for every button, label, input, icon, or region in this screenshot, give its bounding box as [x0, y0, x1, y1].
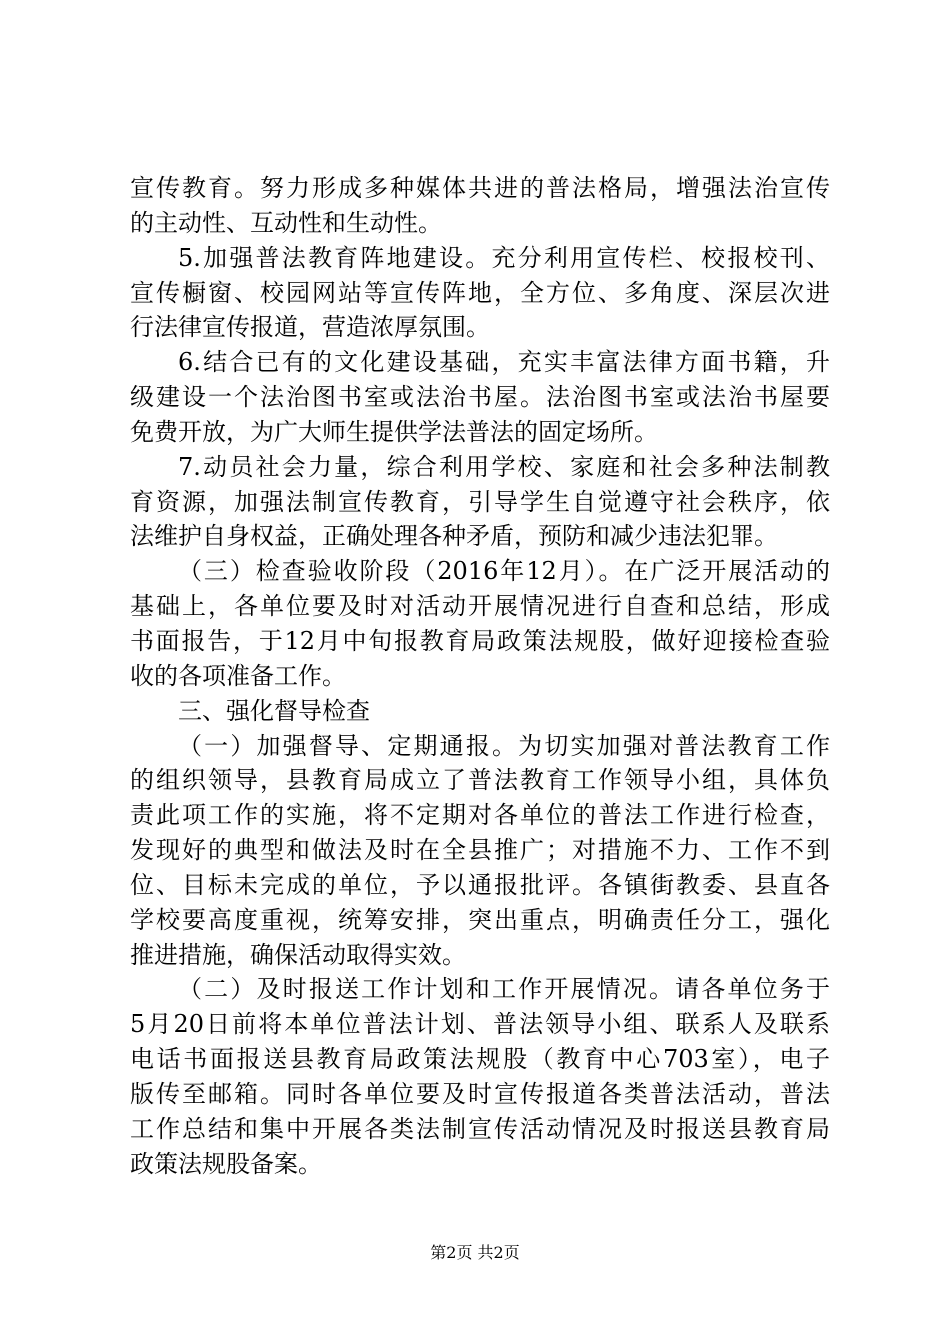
text-line: （二）及时报送工作计划和工作开展情况。请各单位务于 — [178, 975, 830, 1004]
text-line: 的主动性、互动性和生动性。 — [130, 208, 442, 237]
text-line: 行法律宣传报道，营造浓厚氛围。 — [130, 313, 490, 342]
text-line: 收的各项准备工作。 — [130, 661, 346, 690]
document-body — [130, 171, 830, 1181]
text-line: 育资源，加强法制宣传教育，引导学生自觉遵守社会秩序，依 — [130, 487, 830, 516]
text-line: 免费开放，为广大师生提供学法普法的固定场所。 — [130, 417, 658, 446]
text-line: 基础上，各单位要及时对活动开展情况进行自查和总结，形成 — [130, 592, 830, 621]
text-line: 宣传橱窗、校园网站等宣传阵地，全方位、多角度、深层次进 — [130, 278, 830, 307]
text-line: 推进措施，确保活动取得实效。 — [130, 940, 466, 969]
text-line: 责此项工作的实施，将不定期对各单位的普法工作进行检查， — [130, 801, 830, 830]
text-line: 的组织领导，县教育局成立了普法教育工作领导小组，具体负 — [130, 766, 830, 795]
page-footer: 第2页 共2页 — [430, 1243, 520, 1262]
text-line: （三）检查验收阶段（2016年12月）。在广泛开展活动的 — [178, 557, 830, 586]
text-line: 7.动员社会力量，综合利用学校、家庭和社会多种法制教 — [178, 452, 830, 481]
text-line: 电话书面报送县教育局政策法规股（教育中心703室），电子 — [130, 1045, 830, 1074]
text-line: 5月20日前将本单位普法计划、普法领导小组、联系人及联系 — [130, 1010, 830, 1039]
text-line: 工作总结和集中开展各类法制宣传活动情况及时报送县教育局 — [130, 1114, 830, 1143]
text-line: 宣传教育。努力形成多种媒体共进的普法格局，增强法治宣传 — [130, 174, 830, 202]
text-line: 发现好的典型和做法及时在全县推广；对措施不力、工作不到 — [130, 836, 830, 865]
text-line: 政策法规股备案。 — [130, 1149, 322, 1178]
text-line: 版传至邮箱。同时各单位要及时宣传报道各类普法活动，普法 — [130, 1079, 830, 1108]
text-line: 法维护自身权益，正确处理各种矛盾，预防和减少违法犯罪。 — [130, 522, 778, 551]
text-line: 三、强化督导检查 — [178, 696, 370, 725]
text-line: 位、目标未完成的单位，予以通报批评。各镇街教委、县直各 — [130, 870, 830, 899]
text-line: 学校要高度重视，统筹安排，突出重点，明确责任分工，强化 — [130, 905, 830, 934]
text-line: 6.结合已有的文化建设基础，充实丰富法律方面书籍，升 — [178, 348, 830, 377]
text-line: （一）加强督导、定期通报。为切实加强对普法教育工作 — [178, 731, 830, 760]
text-line: 级建设一个法治图书室或法治书屋。法治图书室或法治书屋要 — [130, 383, 830, 412]
text-line: 书面报告，于12月中旬报教育局政策法规股，做好迎接检查验 — [130, 626, 830, 655]
text-line: 5.加强普法教育阵地建设。充分利用宣传栏、校报校刊、 — [178, 243, 830, 272]
